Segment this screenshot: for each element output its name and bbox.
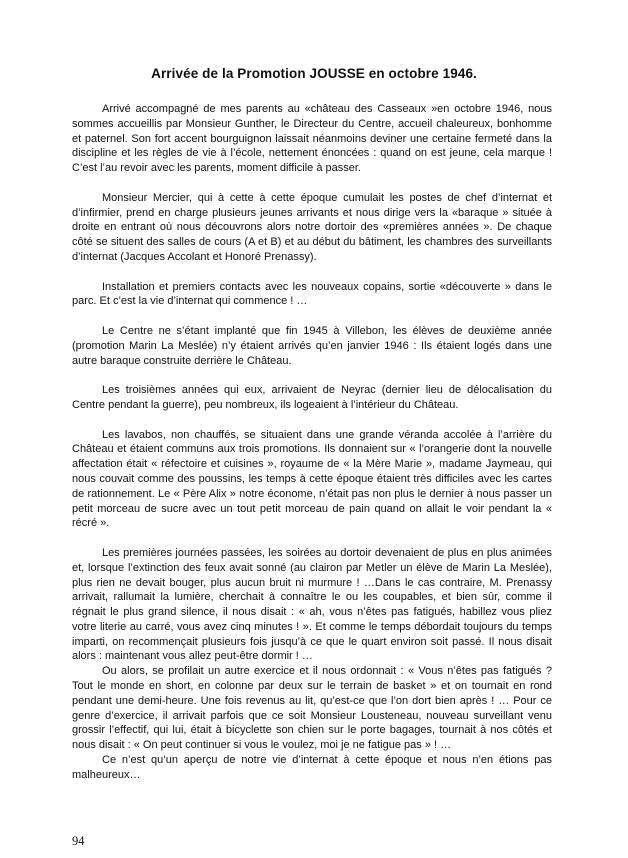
paragraph-exercise: Ou alors, se profilait un autre exercice et il nous ordonnait : « Vous n’êtes pas fatigués ? Tout le monde en short, en colonne par deux sur le terrain de basket » et on tournait en rond pendant une demi-heure. Une fois revenus au lit, qu’est-ce que l’on dort bien après ! … Pour ce genre d’exercice, il arrivait parfois que ce soit Monsieur Lousteneau, nouveau surveillant venu grossir l’effectif, qui lui, était à bicyclette son chien sur le porte bagages, tournait à nos côtés et nous disait : « On peut continuer si vous le voulez, moi je ne fatigue pas » ! …: [72, 665, 552, 752]
paragraph-third-years: Les troisièmes années qui eux, arrivaient de Neyrac (dernier lieu de délocalisation du Centre pendant la guerre), peu nombreux, ils logeaient à l’intérieur du Château.: [72, 384, 552, 411]
page-title: Arrivée de la Promotion JOUSSE en octobre 1946.: [151, 66, 477, 81]
paragraph-conclusion: Ce n’est qu’un aperçu de notre vie d’internat à cette époque et nous n’en étions pas malheureux…: [72, 754, 552, 781]
paragraph-arrival: Arrivé accompagné de mes parents au «château des Casseaux »en octobre 1946, nous sommes accueillis par Monsieur Gunther, le Directeur du Centre, accueil chaleureux, bonhomme et paternel. Son fort accent bourguignon laissait néanmoins deviner une certaine fermeté dans la discipline et les règles de vie à l’école, nettement énoncées : quand on est jeune, cela marque ! C’est l’au revoir avec les parents, moment difficile à passer.: [72, 103, 552, 175]
body-text: [72, 102, 552, 783]
paragraph-installation: Installation et premiers contacts avec les nouveaux copains, sortie «découverte » dans le parc. Et c’est la vie d’internat qui commence ! …: [72, 280, 552, 308]
paragraph-mercier: Monsieur Mercier, qui à cette à cette époque cumulait les postes de chef d’internat et d’infirmier, prend en charge plusieurs jeunes arrivants et nous dirige vers la «baraque » située à droite en entrant où nous découvrons alors notre dortoir des «premières années ». De chaque côté se situent des salles de cours (A et B) et au début du bâtiment, les chambres des surveillants d’internat (Jacques Accolant et Honoré Prenassy).: [72, 191, 552, 263]
page-number: 94: [72, 834, 85, 848]
paragraph-centre-villebon: Le Centre ne s’étant implanté que fin 1945 à Villebon, les élèves de deuxième année (promotion Marin La Meslée) n’y étaient arrivés qu’en janvier 1946 : Ils étaient logés dans une autre baraque construite derrière le Château.: [72, 324, 552, 367]
paragraph-first-days: Les premières journées passées, les soirées au dortoir devenaient de plus en plus animées et, lorsque l’extinction des feux avait sonné (au clairon par Metler un élève de Marin La Meslée), plus rien ne devait bouger, plus aucun bruit ni murmure ! …Dans le cas contraire, M. Prenassy arrivait, rallumait la lumière, cherchait à connaître le ou les coupables, et bien sûr, comme il régnait le plus grand silence, il nous disait : « ah, vous n’êtes pas fatigués, habillez vous pliez votre literie au carré, vous avez cinq minutes ! ». Et comme le temps débordait toujours du temps imparti, on recommençait plusieurs fois jusqu’à ce que le quart environ soit passé. Il nous disait alors : maintenant vous allez peut-être dormir ! …: [72, 546, 552, 663]
paragraph-lavabos: Les lavabos, non chauffés, se situaient dans une grande véranda accolée à l’arrière du Château et étaient communs aux trois promotions. Ils donnaient sur « l’orangerie dont la nouvelle affectation était « réfectoire et cuisines », royaume de « la Mère Marie », madame Jaymeau, qui nous couvait comme des poussins, les temps à cette époque étaient très difficiles avec les cartes de rationnement. Le « Père Alix » notre économe, n’était pas non plus le dernier à nous passer un petit morceau de sucre avec un tout petit morceau de pain quand on allait le voir pendant la « récré ».: [72, 428, 552, 530]
